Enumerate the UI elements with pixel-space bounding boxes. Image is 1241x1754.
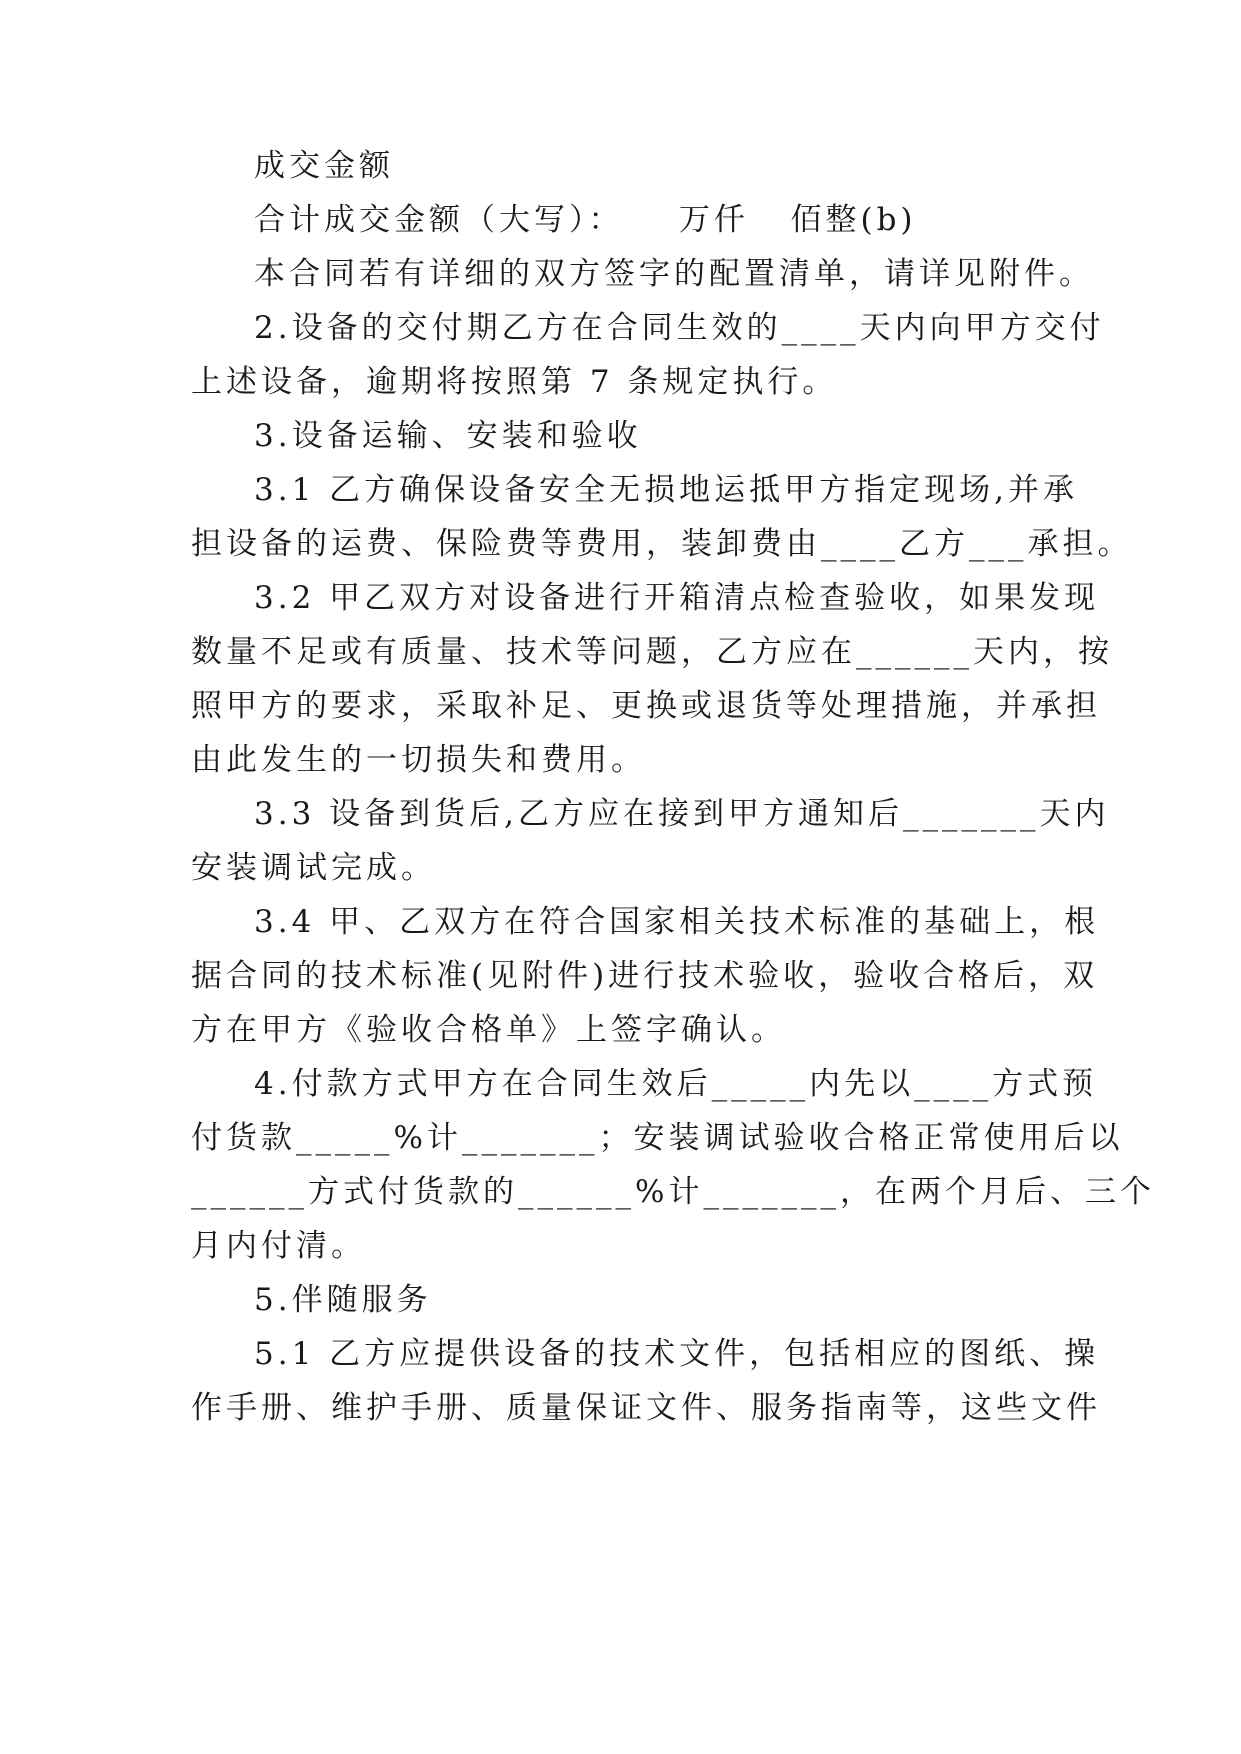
text-line: 4.付款方式甲方在合同生效后_____内先以____方式预 [254,1066,1098,1102]
text-line: 成交金额 [254,148,394,184]
text-line: 据合同的技术标准(见附件)进行技术验收，验收合格后，双 [191,958,1099,994]
text-line: ______方式付货款的______%计_______，在两个月后、三个 [191,1174,1155,1210]
text-line: 担设备的运费、保险费等费用，装卸费由____乙方___承担。 [191,526,1133,562]
text-line: 月内付清。 [191,1228,366,1264]
text-line: 3.4 甲、乙双方在符合国家相关技术标准的基础上，根 [254,904,1100,940]
text-line: 5.伴随服务 [254,1282,432,1318]
text-line: 本合同若有详细的双方签字的配置清单，请详见附件。 [254,256,1094,292]
text-line: 安装调试完成。 [191,850,436,886]
text-line: 作手册、维护手册、质量保证文件、服务指南等，这些文件 [191,1390,1101,1426]
text-line: 3.2 甲乙双方对设备进行开箱清点检查验收，如果发现 [254,580,1100,616]
text-line: 3.3 设备到货后,乙方应在接到甲方通知后_______天内 [254,796,1110,832]
text-line: 3.1 乙方确保设备安全无损地运抵甲方指定现场,并承 [254,472,1079,508]
text-line: 合计成交金额（大写）： 万仟 佰整(b) [254,202,917,238]
text-line: 5.1 乙方应提供设备的技术文件，包括相应的图纸、操 [254,1336,1100,1372]
text-line: 方在甲方《验收合格单》上签字确认。 [191,1012,786,1048]
text-line: 3.设备运输、安装和验收 [254,418,642,454]
text-line: 数量不足或有质量、技术等问题，乙方应在______天内，按 [191,634,1113,670]
text-line: 由此发生的一切损失和费用。 [191,742,646,778]
text-line: 照甲方的要求，采取补足、更换或退货等处理措施，并承担 [191,688,1101,724]
text-line: 上述设备，逾期将按照第 7 条规定执行。 [191,364,838,400]
text-line: 付货款_____%计_______；安装调试验收合格正常使用后以 [191,1120,1124,1156]
text-line: 2.设备的交付期乙方在合同生效的____天内向甲方交付 [254,310,1105,346]
